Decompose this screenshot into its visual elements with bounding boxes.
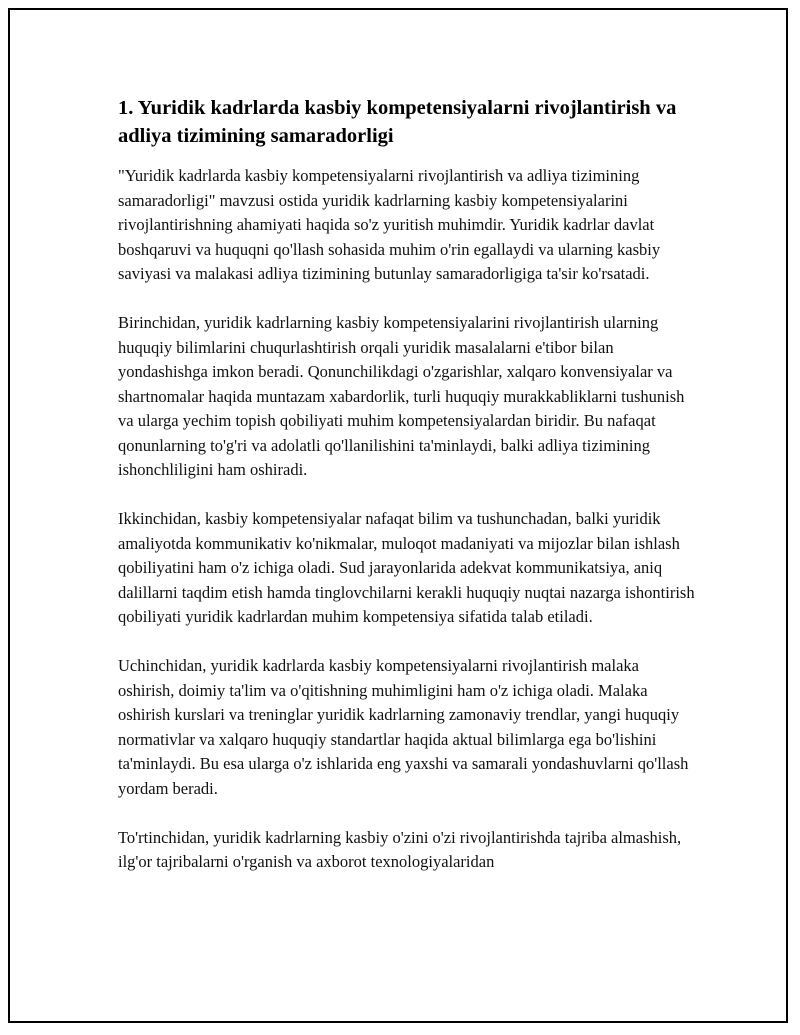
paragraph-fourth: To'rtinchidan, yuridik kadrlarning kasbiy o'zini o'zi rivojlantirishda tajriba almashish, ilg'or tajribalarni o'rganish va axborot texnologiyalaridan — [118, 827, 682, 871]
paragraph-second: Ikkinchidan, kasbiy kompetensiyalar nafaqat bilim va tushunchadan, balki yuridik amaliyotda kommunikativ ko'nikmalar, muloqot madaniyati va mijozlar bilan ishlash qobiliyatini ham o'z ichiga oladi. Sud jarayonlarida adekvat kommunikatsiya, aniq dalillarni taqdim etish hamda tinglovchilarni kerakli huquqiy nuqtai nazarga ishontirish qobiliyati yuridik kadrlardan muhim kompetensiya sifatida talab etiladi. — [118, 509, 695, 626]
paragraph-intro: "Yuridik kadrlarda kasbiy kompetensiyalarni rivojlantirish va adliya tizimining samaradorligi" mavzusi ostida yuridik kadrlarning kasbiy kompetensiyalarini rivojlantirishning ahamiyati haqida so'z yuritish muhimdir. Yuridik kadrlar davlat boshqaruvi va huquqni qo'llash sohasida muhim o'rin egallaydi va ularning kasbiy saviyasi va malakasi adliya tizimining butunlay samaradorligiga ta'sir ko'rsatadi. — [118, 166, 661, 283]
document-body — [118, 94, 698, 899]
document-page — [8, 8, 788, 1023]
paragraph-first: Birinchidan, yuridik kadrlarning kasbiy kompetensiyalarini rivojlantirish ularning huquqiy bilimlarini chuqurlashtirish orqali yuridik masalalarni e'tibor bilan yondashishga imkon beradi. Qonunchilikdagi o'zgarishlar, xalqaro konvensiyalar va shartnomalar haqida muntazam xabardorlik, turli huquqiy murakkabliklarni tushunish va ularga yechim topish qobiliyati muhim kompetensiyalardan biridir. Bu nafaqat qonunlarning to'g'ri va adolatli qo'llanilishini ta'minlaydi, balki adliya tizimining ishonchliligini ham oshiradi. — [118, 313, 685, 479]
section-heading: 1. Yuridik kadrlarda kasbiy kompetensiyalarni rivojlantirish va adliya tizimining samaradorligi — [118, 97, 677, 147]
paragraph-third: Uchinchidan, yuridik kadrlarda kasbiy kompetensiyalarni rivojlantirish malaka oshirish, doimiy ta'lim va o'qitishning muhimligini ham o'z ichiga oladi. Malaka oshirish kurslari va treninglar yuridik kadrlarning zamonaviy trendlar, yangi huquqiy normativlar va xalqaro huquqiy standartlar haqida aktual bilimlarga ega bo'lishini ta'minlaydi. Bu esa ularga o'z ishlarida eng yaxshi va samarali yondashuvlarni qo'llash yordam beradi. — [118, 656, 689, 798]
